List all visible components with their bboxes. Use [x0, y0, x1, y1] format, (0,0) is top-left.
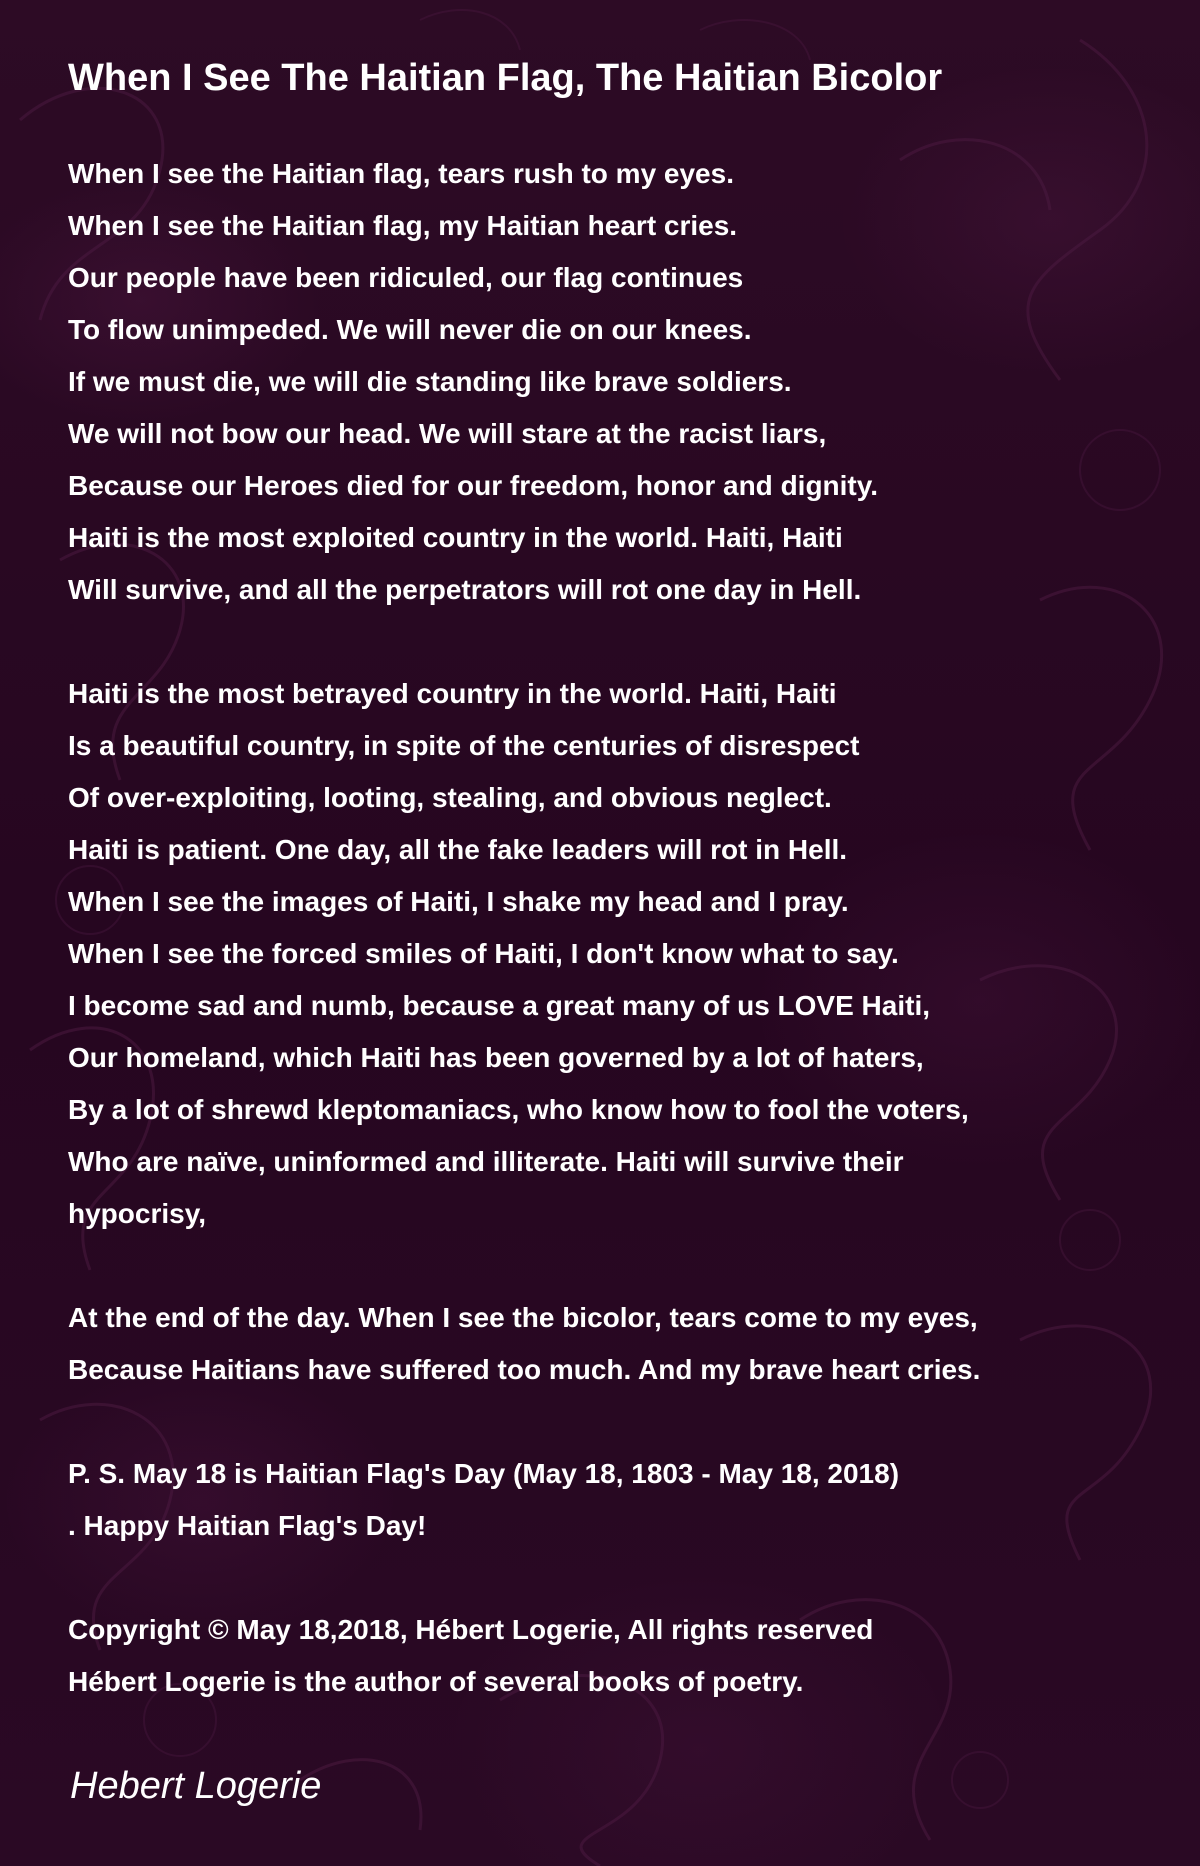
poem-line: Who are naïve, uninformed and illiterate. Haiti will survive their [68, 1146, 904, 1177]
stanza [68, 1448, 1168, 1552]
poem-title: When I See The Haitian Flag, The Haitian Bicolor [68, 57, 943, 99]
poem-line: . Happy Haitian Flag's Day! [68, 1510, 427, 1541]
poem-line: Our homeland, which Haiti has been governed by a lot of haters, [68, 1042, 924, 1073]
stanza [68, 1292, 1168, 1396]
poem-line: When I see the Haitian flag, tears rush to my eyes. [68, 158, 734, 189]
poem-line: Haiti is the most exploited country in the world. Haiti, Haiti [68, 522, 843, 553]
poem-line: When I see the Haitian flag, my Haitian heart cries. [68, 210, 738, 241]
poem-line: I become sad and numb, because a great many of us LOVE Haiti, [68, 990, 931, 1021]
poem-line: Haiti is the most betrayed country in the world. Haiti, Haiti [68, 678, 837, 709]
poem-line: To flow unimpeded. We will never die on our knees. [68, 314, 752, 345]
poem-line: When I see the forced smiles of Haiti, I don't know what to say. [68, 938, 899, 969]
poem-line: Hébert Logerie is the author of several books of poetry. [68, 1666, 804, 1697]
poem-line: If we must die, we will die standing like brave soldiers. [68, 366, 792, 397]
stanza [68, 1604, 1168, 1708]
author-signature: Hebert Logerie [70, 1765, 322, 1807]
poem-line: Our people have been ridiculed, our flag continues [68, 262, 744, 293]
poem-line: Is a beautiful country, in spite of the centuries of disrespect [68, 730, 860, 761]
poem-line: Copyright © May 18,2018, Hébert Logerie, All rights reserved [68, 1614, 874, 1645]
poem-line: Will survive, and all the perpetrators will rot one day in Hell. [68, 574, 862, 605]
poem-line: Of over-exploiting, looting, stealing, and obvious neglect. [68, 782, 832, 813]
poem-body [68, 148, 1168, 1708]
poem-line: By a lot of shrewd kleptomaniacs, who know how to fool the voters, [68, 1094, 969, 1125]
stanza [68, 148, 1168, 616]
poem-line: Haiti is patient. One day, all the fake leaders will rot in Hell. [68, 834, 848, 865]
poem-card [68, 48, 1168, 1760]
poem-line: P. S. May 18 is Haitian Flag's Day (May 18, 1803 - May 18, 2018) [68, 1458, 900, 1489]
poem-line: At the end of the day. When I see the bicolor, tears come to my eyes, [68, 1302, 978, 1333]
poem-line: Because Haitians have suffered too much. And my brave heart cries. [68, 1354, 981, 1385]
poem-line: We will not bow our head. We will stare at the racist liars, [68, 418, 827, 449]
stanza [68, 668, 1168, 1240]
poem-line: When I see the images of Haiti, I shake my head and I pray. [68, 886, 849, 917]
poem-line: hypocrisy, [68, 1198, 206, 1229]
poem-line: Because our Heroes died for our freedom, honor and dignity. [68, 470, 879, 501]
